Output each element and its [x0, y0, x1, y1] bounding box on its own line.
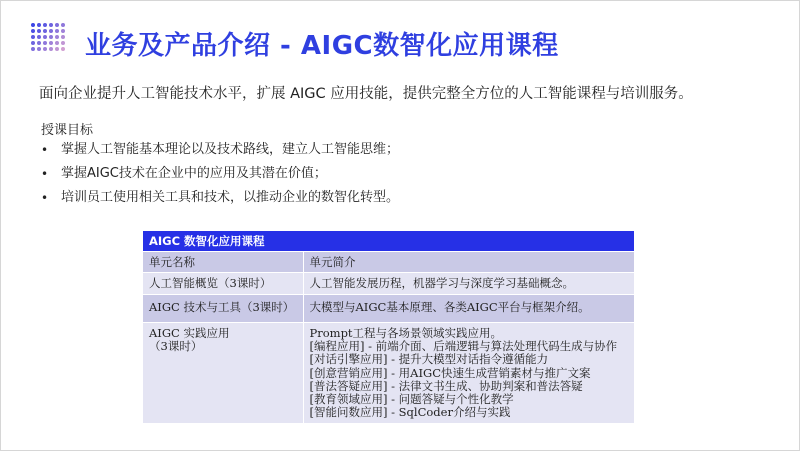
unit-desc-line: [对话引擎应用] - 提升大模型对话指令遵循能力 [309, 352, 549, 367]
logo-dot [31, 23, 35, 27]
logo-dot [37, 47, 41, 51]
logo-dot [49, 47, 53, 51]
goal-item [41, 165, 399, 189]
table-caption-row [143, 231, 634, 252]
logo-dot [31, 47, 35, 51]
unit-name-cell [143, 323, 303, 424]
unit-desc-line: [教育领域应用] - 问题答疑与个性化教学 [309, 392, 514, 407]
logo-dot [37, 35, 41, 39]
bullet-icon: • [41, 191, 49, 205]
logo-dot [61, 41, 65, 45]
table-row [143, 295, 634, 323]
table-header-row [143, 252, 634, 273]
unit-desc-line: [创意营销应用] - 用AIGC快速生成营销素材与推广文案 [309, 365, 591, 380]
goal-item [41, 189, 399, 213]
logo-dot [61, 29, 65, 33]
goal-item [41, 141, 399, 165]
logo-dot [37, 29, 41, 33]
logo-dot [55, 47, 59, 51]
logo-dot [43, 29, 47, 33]
intro-text: 面向企业提升人工智能技术水平，扩展 AIGC 应用技能，提供完整全方位的人工智能课程与培训服务。 [39, 86, 693, 102]
unit-name: AIGC 技术与工具（3课时） [143, 295, 303, 323]
goals-heading: 授课目标 [41, 123, 94, 138]
logo-dot [37, 23, 41, 27]
goal-text: 掌握AIGC技术在企业中的应用及其潜在价值； [61, 166, 327, 181]
logo-dot [49, 35, 53, 39]
table-row [143, 273, 634, 295]
logo-dot [37, 41, 41, 45]
dots-logo-icon [31, 23, 67, 53]
unit-hours: （3课时） [149, 339, 203, 354]
unit-desc-line: [编程应用] - 前端介面、后端逻辑与算法处理代码生成与协作 [309, 339, 618, 354]
logo-dot [55, 29, 59, 33]
unit-name: AIGC 实践应用 [149, 326, 230, 340]
logo-dot [55, 41, 59, 45]
logo-dot [49, 41, 53, 45]
logo-dot [49, 29, 53, 33]
logo-dot [43, 47, 47, 51]
slide-title: 业务及产品介绍 - AIGC数智化应用课程 [85, 31, 559, 61]
unit-desc-cell [303, 323, 634, 424]
logo-dot [55, 35, 59, 39]
unit-desc-line: [普法答疑应用] - 法律文书生成、协助判案和普法答疑 [309, 378, 583, 393]
logo-dot [43, 41, 47, 45]
unit-desc-line: [智能问数应用] - SqlCoder介绍与实践 [309, 405, 511, 420]
logo-dot [61, 47, 65, 51]
logo-dot [43, 23, 47, 27]
course-table [143, 231, 634, 424]
bullet-icon: • [41, 143, 49, 157]
unit-name: 人工智能概览（3课时） [143, 273, 303, 295]
bullet-icon: • [41, 167, 49, 181]
unit-desc: 大模型与AIGC基本原理、各类AIGC平台与框架介绍。 [303, 295, 634, 323]
logo-dot [31, 35, 35, 39]
logo-dot [61, 35, 65, 39]
table-row [143, 323, 634, 424]
goals-list [41, 141, 399, 213]
unit-desc: 人工智能发展历程，机器学习与深度学习基础概念。 [303, 273, 634, 295]
col-header-name: 单元名称 [143, 252, 303, 273]
table-caption: AIGC 数智化应用课程 [143, 231, 634, 252]
col-header-desc: 单元简介 [303, 252, 634, 273]
goal-text: 掌握人工智能基本理论以及技术路线，建立人工智能思维； [61, 142, 400, 157]
logo-dot [61, 23, 65, 27]
logo-dot [49, 23, 53, 27]
logo-dot [31, 29, 35, 33]
unit-desc-line: Prompt工程与各场景领域实践应用。 [309, 326, 503, 340]
goal-text: 培训员工使用相关工具和技术，以推动企业的数智化转型。 [61, 190, 400, 205]
logo-dot [55, 23, 59, 27]
logo-dot [43, 35, 47, 39]
logo-dot [31, 41, 35, 45]
